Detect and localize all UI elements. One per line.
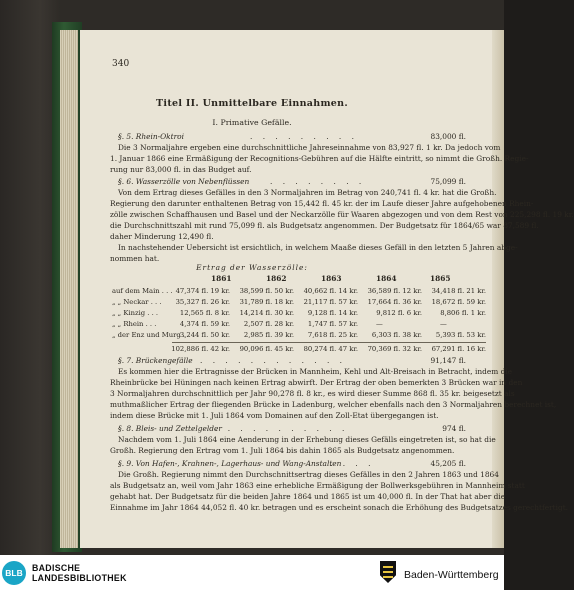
item-label: §. 9. Von Hafen-, Krahnen-, Lagerhaus- und Wang-Anstalten [118,459,342,468]
paragraph-line: Einnahme im Jahr 1864 44,052 fl. 40 kr. betragen und es erscheint sonach die Erhöhung des Budgetsatzes gerechtfertigt. [110,503,569,512]
paragraph-line: 3 Normaljahren durchschnittlich per Jahr 90,278 fl. 8 kr., es wird dieser Summe 868 fl. 35 kr. beigesetzt als [110,389,515,398]
table-rule [172,342,486,343]
table-cell: 40,662 fl. 14 kr. [303,287,358,295]
blb-name [32,563,127,583]
table-cell: 17,664 fl. 36 kr. [367,298,422,306]
page-title: Titel II. Unmittelbare Einnahmen. [156,98,348,109]
table-cell: 38,599 fl. 50 kr. [239,287,294,295]
paragraph-line: als Budgetsatz an, weil vom Jahr 1863 eine erhebliche Ermäßigung der Bollwerksgebühren in Mannheim statt [110,481,525,490]
leader-dots: . . . . . . . . [270,177,366,186]
blb-line2: LANDESBIBLIOTHEK [32,573,127,583]
table-total-cell: 102,886 fl. 42 kr. [171,345,230,353]
table-cell: 31,789 fl. 18 kr. [239,298,294,306]
leader-dots: . . . . . . . . . . . [215,424,349,433]
table-cell: 14,214 fl. 30 kr. [239,309,294,317]
table-cell: 12,565 fl. 8 kr. [179,309,230,317]
item-amount: 91,147 fl. [430,356,466,365]
table-total-cell: 67,291 fl. 16 kr. [431,345,486,353]
table-cell: 35,327 fl. 26 kr. [175,298,230,306]
table-total-cell: 90,096 fl. 45 kr. [239,345,294,353]
table-row-label: „ „ Rhein . . . [112,320,157,328]
table-total-cell: 80,274 fl. 47 kr. [303,345,358,353]
table-cell: 2,985 fl. 39 kr. [243,331,294,339]
item-amount: 974 fl. [442,424,466,433]
item-amount: 75,099 fl. [430,177,466,186]
paragraph-line: Regierung den darunter enthaltenen Betrag von 15,442 fl. 45 kr. der im Laufe dieser Jahre aufgehobenen Rhein- [110,199,534,208]
table-cell: 21,117 fl. 57 kr. [303,298,358,306]
paragraph-line: Großh. Regierung den Ertrag vom 1. Juli 1864 bis dahin 1865 als Budgetsatz angenommen. [110,446,455,455]
table-cell: 9,812 fl. 6 kr. [376,309,422,317]
leader-dots: . . . . . . . . . [250,132,358,141]
table-row-label: „ der Enz und Murg . [112,331,186,339]
table-cell: 3,244 fl. 50 kr. [179,331,230,339]
table-cell: 34,418 fl. 21 kr. [431,287,486,295]
item-amount: 45,205 fl. [430,459,466,468]
paragraph-line: 1. Januar 1866 eine Ermäßigung der Recognitions-Gebühren auf die Hälfte eintritt, so nimmt die Großh. Regie- [110,154,529,163]
item-amount: 83,000 fl. [430,132,466,141]
paragraph-line: daher Minderung 12,490 fl. [110,232,214,241]
paragraph-line: indem diese Brücke mit 1. Juli 1864 vom Domainen auf den Zoll-Etat übergegangen ist. [110,411,439,420]
table-year-header: 1862 [266,274,287,283]
paragraph-line: Die 3 Normaljahre ergeben eine durchschnittliche Jahreseinnahme von 83,927 fl. 1 kr. Da jedoch vom [118,143,501,152]
table-cell: 9,128 fl. 14 kr. [307,309,358,317]
paragraph-line: rung nur 83,000 fl. in das Budget auf. [110,165,252,174]
paragraph-line: muthmaßlicher Ertrag der fliegenden Brücke in Ladenburg, welcher ebenfalls nach den 3 Normaljahren berechnet ist, [110,400,557,409]
item-label: §. 7. Brückengefälle [118,356,193,365]
table-cell: 7,618 fl. 25 kr. [307,331,358,339]
table-cell: 18,672 fl. 59 kr. [431,298,486,306]
blb-line1: BADISCHE [32,563,81,573]
table-cell: 47,374 fl. 19 kr. [175,287,230,295]
table-cell: 2,507 fl. 28 kr. [243,320,294,328]
blb-logo: BLB [2,561,26,585]
item-label: §. 5. Rhein-Oktroi [118,132,184,141]
table-cell: 4,374 fl. 59 kr. [179,320,230,328]
table-cell: — [440,320,447,328]
item-label: §. 8. Bleis- und Zettelgelder [118,424,222,433]
table-cell: — [376,320,383,328]
table-year-header: 1865 [430,274,451,283]
table-year-header: 1861 [211,274,232,283]
page-number: 340 [112,59,130,69]
table-cell: 36,589 fl. 12 kr. [367,287,422,295]
leader-dots: . . . . [330,459,375,468]
table-total-cell: 70,369 fl. 32 kr. [367,345,422,353]
paragraph-line: Die Großh. Regierung nimmt den Durchschnittsertrag dieses Gefälles in den 2 Jahren 1863 und 1864 [118,470,499,479]
paragraph-line: die Durchschnittszahl mit rund 75,099 fl. als Budgetsatz angenommen. Der Budgetsatz für 1864/65 war 87,589 fl. [110,221,539,230]
paragraph-line: Es kommen hier die Ertragnisse der Brücken in Mannheim, Kehl und Alt-Breisach in Betracht, indem die [118,367,513,376]
bw-wordmark: Baden-Württemberg [404,569,499,581]
table-row-label: „ „ Neckar . . . [112,298,162,306]
table-year-header: 1864 [376,274,397,283]
paragraph-line: Nachdem vom 1. Juli 1864 eine Aenderung in der Erhebung dieses Gefälls eingetreten ist, so hat die [118,435,496,444]
table-cell: 6,303 fl. 38 kr. [371,331,422,339]
paragraph-line: zölle zwischen Schaffhausen und Basel und der Neckarzölle für Waaren abgezogen und von dem Rest von 225,298 fl. 19 kr. [110,210,574,219]
paragraph-line: gehabt hat. Der Budgetsatz für die beiden Jahre 1864 und 1865 ist um 40,000 fl. In der That hat aber die [110,492,506,501]
paragraph-line: In nachstehender Uebersicht ist ersichtlich, in welchem Maaße dieses Gefäll in den letzten 5 Jahren abge- [118,243,518,252]
paragraph-line: nommen hat. [110,254,160,263]
leader-dots: . . . . . . . . . . . . [200,356,347,365]
table-cell: 1,747 fl. 57 kr. [307,320,358,328]
table-cell: 5,393 fl. 53 kr. [435,331,486,339]
table-row-label: auf dem Main . . . [112,287,173,295]
item-label: §. 6. Wasserzölle von Nebenflüssen [118,177,250,186]
table-row-label: „ „ Kinzig . . . [112,309,159,317]
table-cell: 8,806 fl. 1 kr. [440,309,486,317]
paragraph-line: Von dem Ertrag dieses Gefälles in den 3 Normaljahren im Betrag von 240,741 fl. 4 kr. hat die Großh. [118,188,497,197]
table-year-header: 1863 [321,274,342,283]
section-heading: I. Primative Gefälle. [212,118,292,127]
paragraph-line: Rheinbrücke bei Hüningen nach keinen Ertrag abwirft. Der Ertrag der oben bemerkten 3 Brücken war in den [110,378,523,387]
table-caption: Ertrag der Wasserzölle: [196,263,308,272]
